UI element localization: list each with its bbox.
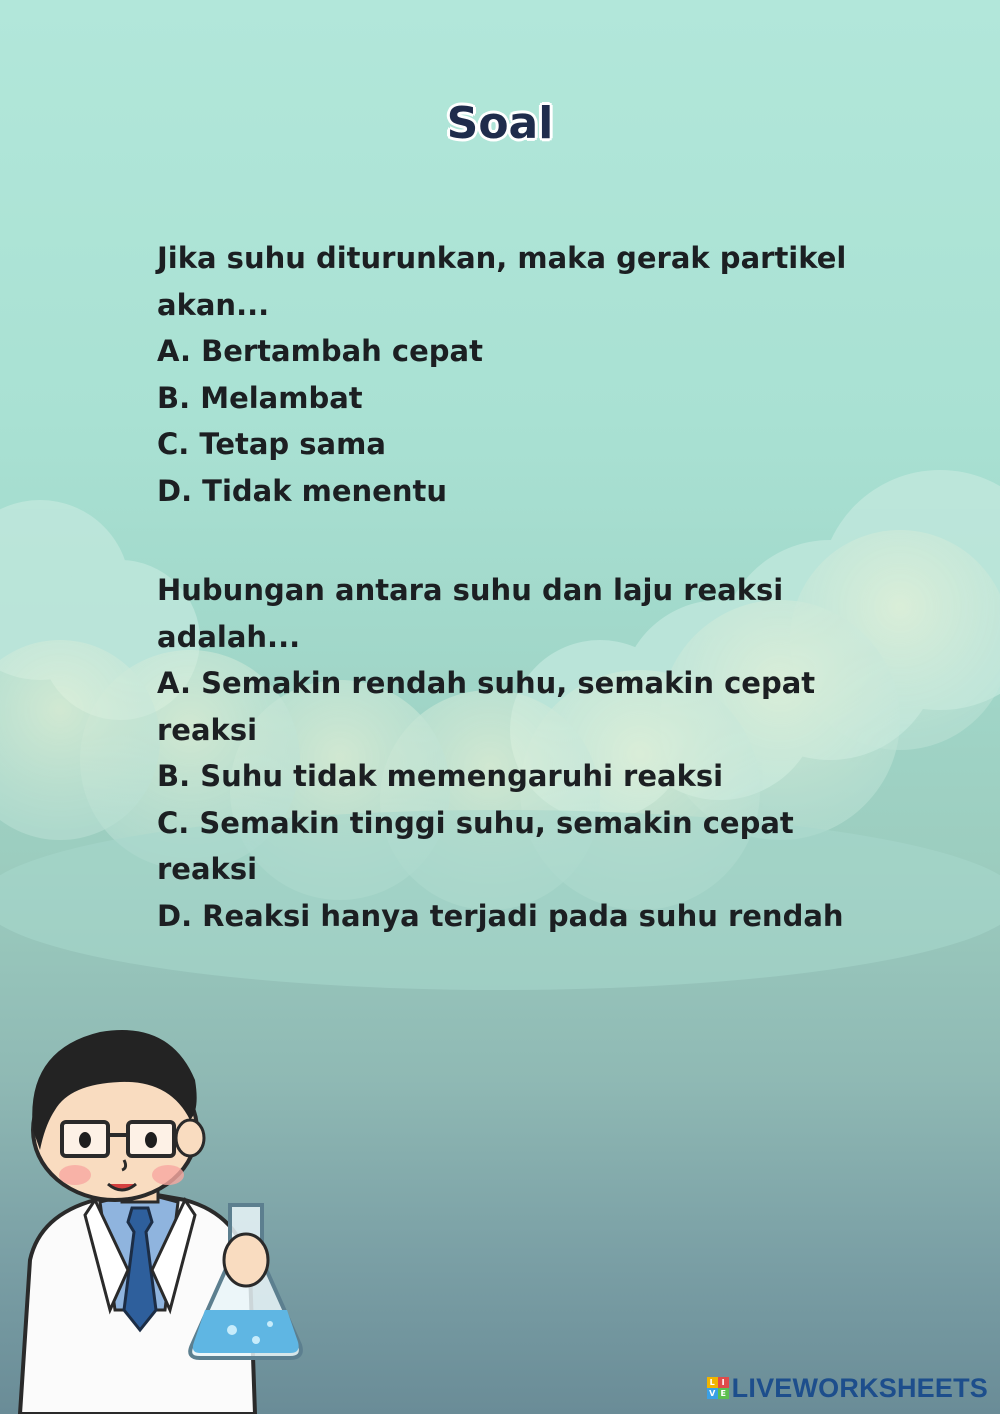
- question-text-line: Hubungan antara suhu dan laju reaksi: [157, 573, 784, 607]
- question-text-line: akan...: [157, 287, 270, 322]
- option-a: A. Bertambah cepat: [157, 334, 483, 368]
- question-text-line: adalah...: [157, 619, 301, 654]
- option-c: C. Tetap sama: [157, 427, 386, 461]
- scientist-illustration: [0, 1010, 320, 1414]
- option-b: B. Melambat: [157, 380, 363, 415]
- option-d: D. Reaksi hanya terjadi pada suhu rendah: [157, 898, 844, 933]
- question-text-line: Jika suhu diturunkan, maka gerak partikel: [157, 241, 847, 275]
- option-c: C. Semakin tinggi suhu, semakin cepat: [157, 805, 794, 840]
- logo-letter: L: [707, 1377, 718, 1388]
- logo-letter: V: [707, 1388, 718, 1399]
- option-b: B. Suhu tidak memengaruhi reaksi: [157, 759, 724, 793]
- option-a: A. Semakin rendah suhu, semakin cepat: [157, 666, 816, 700]
- question-1: [157, 235, 847, 514]
- option-c-continued: reaksi: [157, 852, 258, 886]
- page-title: Soal: [446, 98, 554, 149]
- logo-letter: E: [718, 1388, 729, 1399]
- option-d: D. Tidak menentu: [157, 473, 447, 508]
- brand-name: LIVEWORKSHEETS: [731, 1372, 988, 1403]
- question-2: [157, 567, 844, 939]
- brand-watermark: [707, 1373, 988, 1403]
- liveworksheets-logo-icon: [707, 1377, 729, 1399]
- option-a-continued: reaksi: [157, 712, 258, 747]
- logo-letter: I: [718, 1377, 729, 1388]
